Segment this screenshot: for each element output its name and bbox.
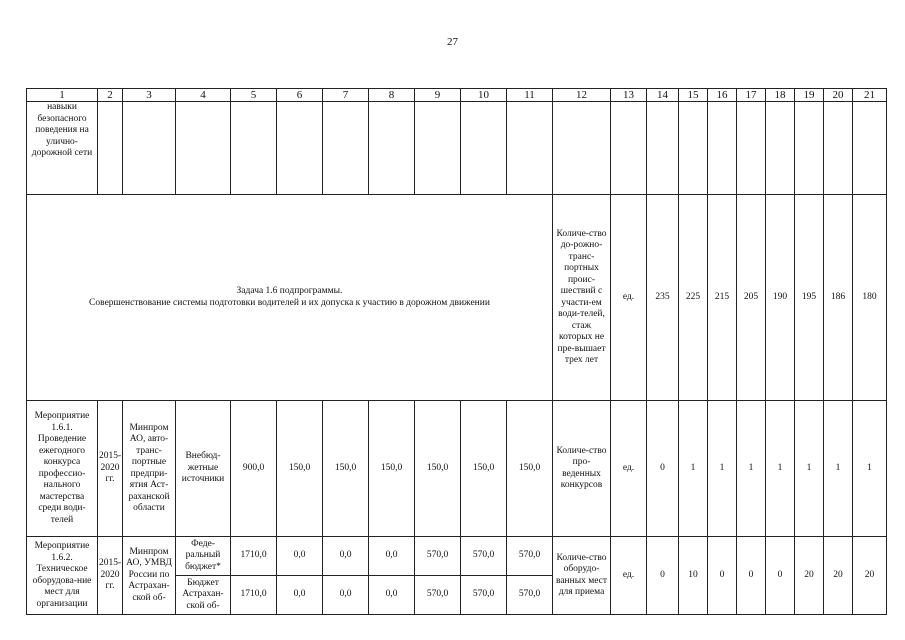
cell-amount: 570,0 <box>507 576 553 615</box>
col-header: 21 <box>853 89 887 102</box>
col-header: 12 <box>553 89 611 102</box>
column-number-row <box>27 89 887 102</box>
cell-value: 1 <box>795 401 824 537</box>
cell-years: 2015-2020 гг. <box>98 401 123 537</box>
col-header: 7 <box>323 89 369 102</box>
cell-activity-name: Мероприятие 1.6.2. Техническое оборудова-ние мест для организации <box>27 537 98 615</box>
cell-amount: 0,0 <box>369 576 415 615</box>
cell-empty <box>766 102 795 195</box>
cell-value: 0 <box>708 537 737 615</box>
col-header: 16 <box>708 89 737 102</box>
col-header: 8 <box>369 89 415 102</box>
cell-indicator: Количе-ство про-веденных конкурсов <box>553 401 611 537</box>
cell-amount: 0,0 <box>323 576 369 615</box>
cell-value: 180 <box>853 195 887 401</box>
cell-empty <box>553 102 611 195</box>
cell-amount: 0,0 <box>369 537 415 576</box>
cell-empty <box>231 102 277 195</box>
cell-empty <box>277 102 323 195</box>
cell-empty <box>611 102 647 195</box>
cell-value: 195 <box>795 195 824 401</box>
task-heading <box>27 195 553 401</box>
cell-value: 0 <box>737 537 766 615</box>
cell-value: 1 <box>853 401 887 537</box>
cell-amount: 150,0 <box>277 401 323 537</box>
cell-executor: Минпром АО, авто-транс-портные предпри-ятия Аст-раханской области <box>123 401 176 537</box>
cell-empty <box>853 102 887 195</box>
table-row-activity-1-6-2 <box>27 537 887 576</box>
cell-value: 20 <box>853 537 887 615</box>
cell-empty <box>415 102 461 195</box>
col-header: 6 <box>277 89 323 102</box>
task-title: Задача 1.6 подпрограммы. <box>236 286 343 296</box>
cell-value: 215 <box>708 195 737 401</box>
cell-amount: 0,0 <box>323 537 369 576</box>
cell-empty <box>679 102 708 195</box>
col-header: 15 <box>679 89 708 102</box>
table-row-continuation <box>27 102 887 195</box>
col-header: 17 <box>737 89 766 102</box>
cell-value: 1 <box>766 401 795 537</box>
cell-indicator: Количе-ство до-рожно-транс-портных проис-шествий с участи-ем води-телей, стаж которых не пре-вышает трех лет <box>553 195 611 401</box>
page-number: 27 <box>447 36 458 48</box>
col-header: 10 <box>461 89 507 102</box>
cell-funding-source: Феде-ральный бюджет* <box>176 537 231 576</box>
col-header: 19 <box>795 89 824 102</box>
cell-activity-text: навыки безопасного поведения на улично-дорожной сети <box>27 102 98 195</box>
cell-amount: 1710,0 <box>231 576 277 615</box>
col-header: 4 <box>176 89 231 102</box>
cell-value: 0 <box>647 537 679 615</box>
col-header: 14 <box>647 89 679 102</box>
cell-value: 225 <box>679 195 708 401</box>
cell-empty <box>369 102 415 195</box>
cell-empty <box>647 102 679 195</box>
cell-unit: ед. <box>611 195 647 401</box>
cell-indicator: Количе-ство оборудо-ванных мест для приема <box>553 537 611 615</box>
cell-value: 1 <box>824 401 853 537</box>
col-header: 1 <box>27 89 98 102</box>
cell-amount: 900,0 <box>231 401 277 537</box>
cell-empty <box>737 102 766 195</box>
cell-value: 10 <box>679 537 708 615</box>
program-table <box>26 88 887 615</box>
cell-value: 1 <box>737 401 766 537</box>
cell-unit: ед. <box>611 537 647 615</box>
cell-amount: 570,0 <box>507 537 553 576</box>
cell-value: 20 <box>824 537 853 615</box>
cell-value: 1 <box>679 401 708 537</box>
cell-empty <box>323 102 369 195</box>
cell-amount: 570,0 <box>461 576 507 615</box>
cell-amount: 570,0 <box>461 537 507 576</box>
col-header: 20 <box>824 89 853 102</box>
col-header: 2 <box>98 89 123 102</box>
col-header: 9 <box>415 89 461 102</box>
cell-value: 0 <box>766 537 795 615</box>
cell-amount: 0,0 <box>277 537 323 576</box>
cell-value: 235 <box>647 195 679 401</box>
cell-value: 0 <box>647 401 679 537</box>
cell-value: 20 <box>795 537 824 615</box>
task-subtitle: Совершенствование системы подготовки водителей и их допуска к участию в дорожном движении <box>89 297 490 308</box>
cell-amount: 1710,0 <box>231 537 277 576</box>
cell-empty <box>176 102 231 195</box>
cell-executor: Минпром АО, УМВД России по Астрахан-ской об- <box>123 537 176 615</box>
col-header: 5 <box>231 89 277 102</box>
cell-empty <box>98 102 123 195</box>
cell-empty <box>507 102 553 195</box>
table-row-activity-1-6-1 <box>27 401 887 537</box>
cell-activity-name: Мероприятие 1.6.1. Проведение ежегодного конкурса профессио-нального мастерства среди води-телей <box>27 401 98 537</box>
cell-value: 1 <box>708 401 737 537</box>
col-header: 13 <box>611 89 647 102</box>
col-header: 18 <box>766 89 795 102</box>
cell-amount: 150,0 <box>461 401 507 537</box>
cell-funding-source: Бюджет Астрахан-ской об- <box>176 576 231 615</box>
cell-amount: 150,0 <box>369 401 415 537</box>
cell-empty <box>461 102 507 195</box>
cell-years: 2015-2020 гг. <box>98 537 123 615</box>
cell-empty <box>708 102 737 195</box>
col-header: 3 <box>123 89 176 102</box>
cell-empty <box>795 102 824 195</box>
cell-value: 205 <box>737 195 766 401</box>
cell-amount: 150,0 <box>323 401 369 537</box>
cell-amount: 150,0 <box>415 401 461 537</box>
cell-empty <box>824 102 853 195</box>
cell-funding-source: Внебюд-жетные источники <box>176 401 231 537</box>
cell-amount: 150,0 <box>507 401 553 537</box>
table-row-task <box>27 195 887 401</box>
cell-unit: ед. <box>611 401 647 537</box>
cell-amount: 0,0 <box>277 576 323 615</box>
cell-amount: 570,0 <box>415 537 461 576</box>
cell-value: 190 <box>766 195 795 401</box>
cell-amount: 570,0 <box>415 576 461 615</box>
col-header: 11 <box>507 89 553 102</box>
cell-empty <box>123 102 176 195</box>
cell-value: 186 <box>824 195 853 401</box>
